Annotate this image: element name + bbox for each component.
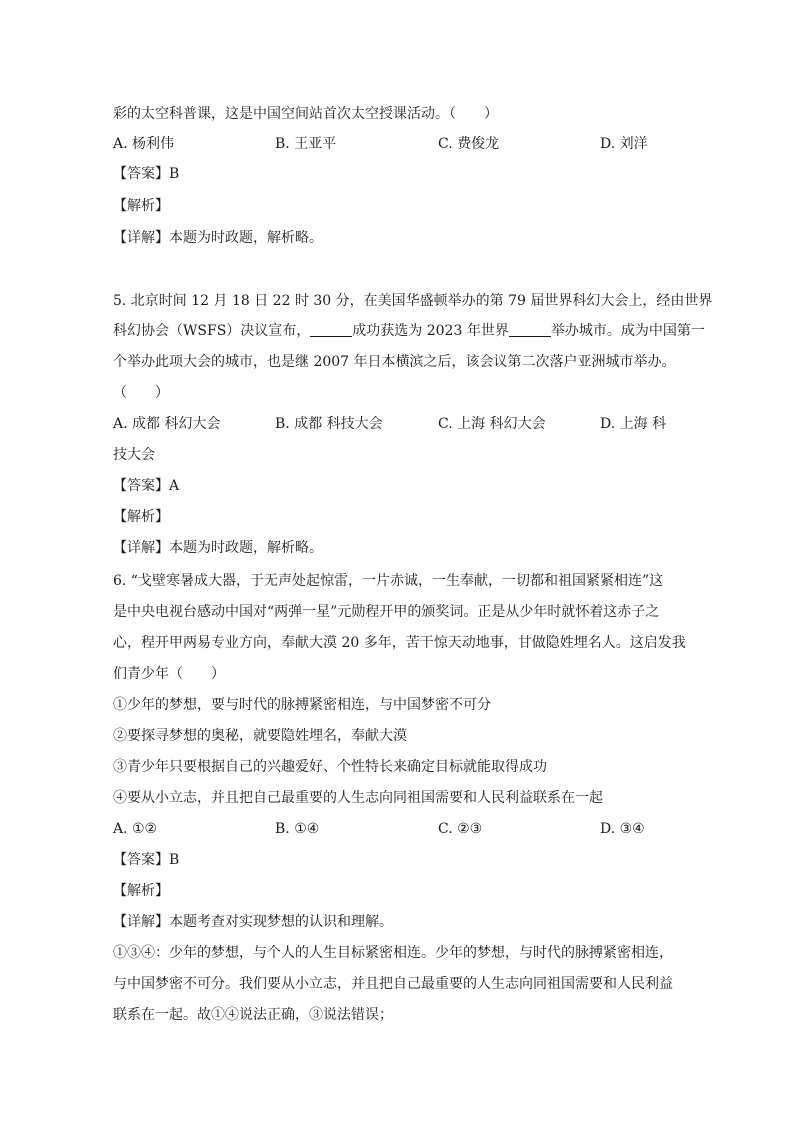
- q6-stem-line4: 们青少年（ ）: [113, 666, 225, 682]
- q4-option-d: D. 刘洋: [600, 136, 648, 152]
- q5-stem-line2b: 成功获选为 2023 年世界: [352, 323, 509, 339]
- q4-option-a: A. 杨利伟: [113, 136, 175, 152]
- q6-stem-line3: 心，程开甲两易专业方向，奉献大漠 20 多年，苦干惊天动地事，甘做隐姓埋名人。这启发我: [113, 635, 686, 651]
- q5-option-b: B. 成都 科技大会: [275, 416, 383, 432]
- q5-blank-2: [509, 322, 551, 337]
- q6-stem-line2: 是中央电视台感动中国对“两弹一星”元勋程开甲的颁奖词。正是从少年时就怀着这赤子之: [113, 604, 660, 620]
- q4-answer: 【答案】B: [113, 166, 180, 182]
- q5-stem-line4: （ ）: [113, 385, 169, 401]
- q5-stem-line2c: 举办城市。成为中国第一: [550, 323, 705, 339]
- q6-explain-line1: ①③④：少年的梦想，与个人的人生目标紧密相连。少年的梦想，与时代的脉搏紧密相连，: [113, 945, 673, 961]
- q6-item-1: ①少年的梦想，要与时代的脉搏紧密相连，与中国梦密不可分: [113, 697, 491, 713]
- q6-option-a: A. ①②: [113, 821, 158, 837]
- q6-option-c: C. ②③: [438, 821, 483, 837]
- q4-analysis-label: 【解析】: [113, 198, 169, 214]
- q6-stem-line1: 6. “戈壁寒暑成大器，于无声处起惊雷，一片赤诚，一生奉献，一切都和祖国紧紧相连”这: [113, 573, 664, 589]
- q5-stem-line1: 5. 北京时间 12 月 18 日 22 时 30 分，在美国华盛顿举办的第 79 届世界科幻大会上，经由世界: [113, 293, 713, 309]
- q6-detail: 【详解】本题考查对实现梦想的认识和理解。: [113, 914, 393, 930]
- q6-analysis-label: 【解析】: [113, 883, 169, 899]
- q5-option-a: A. 成都 科幻大会: [113, 416, 221, 432]
- q6-answer: 【答案】B: [113, 852, 180, 868]
- q4-option-c: C. 费俊龙: [438, 136, 500, 152]
- q5-blank-1: [310, 322, 352, 337]
- q6-item-2: ②要探寻梦想的奥秘，就要隐姓埋名，奉献大漠: [113, 728, 407, 744]
- q5-option-d: D. 上海 科: [600, 416, 667, 432]
- q5-option-c: C. 上海 科幻大会: [438, 416, 546, 432]
- q4-detail: 【详解】本题为时政题，解析略。: [113, 230, 323, 246]
- q5-stem-line2a: 科幻协会（WSFS）决议宣布，: [113, 323, 311, 339]
- q5-answer: 【答案】A: [113, 478, 180, 494]
- q5-stem-line3: 个举办此项大会的城市，也是继 2007 年日本横滨之后，该会议第二次落户亚洲城市举办。: [113, 354, 676, 370]
- q6-item-4: ④要从小立志，并且把自己最重要的人生志向同祖国需要和人民利益联系在一起: [113, 790, 603, 806]
- q6-option-b: B. ①④: [275, 821, 320, 837]
- q6-explain-line3: 联系在一起。故①④说法正确，③说法错误；: [113, 1007, 393, 1023]
- q5-option-d-wrap: 技大会: [113, 447, 155, 463]
- q5-detail: 【详解】本题为时政题，解析略。: [113, 540, 323, 556]
- q4-option-b: B. 王亚平: [275, 136, 337, 152]
- q6-option-d: D. ③④: [600, 821, 645, 837]
- q4-stem-tail: 彩的太空科普课，这是中国空间站首次太空授课活动。（ ）: [113, 106, 498, 122]
- q5-stem-line2: [113, 321, 705, 341]
- q6-item-3: ③青少年只要根据自己的兴趣爱好、个性特长来确定目标就能取得成功: [113, 759, 547, 775]
- q6-explain-line2: 与中国梦密不可分。我们要从小立志，并且把自己最重要的人生志向同祖国需要和人民利益: [113, 976, 673, 992]
- q5-analysis-label: 【解析】: [113, 509, 169, 525]
